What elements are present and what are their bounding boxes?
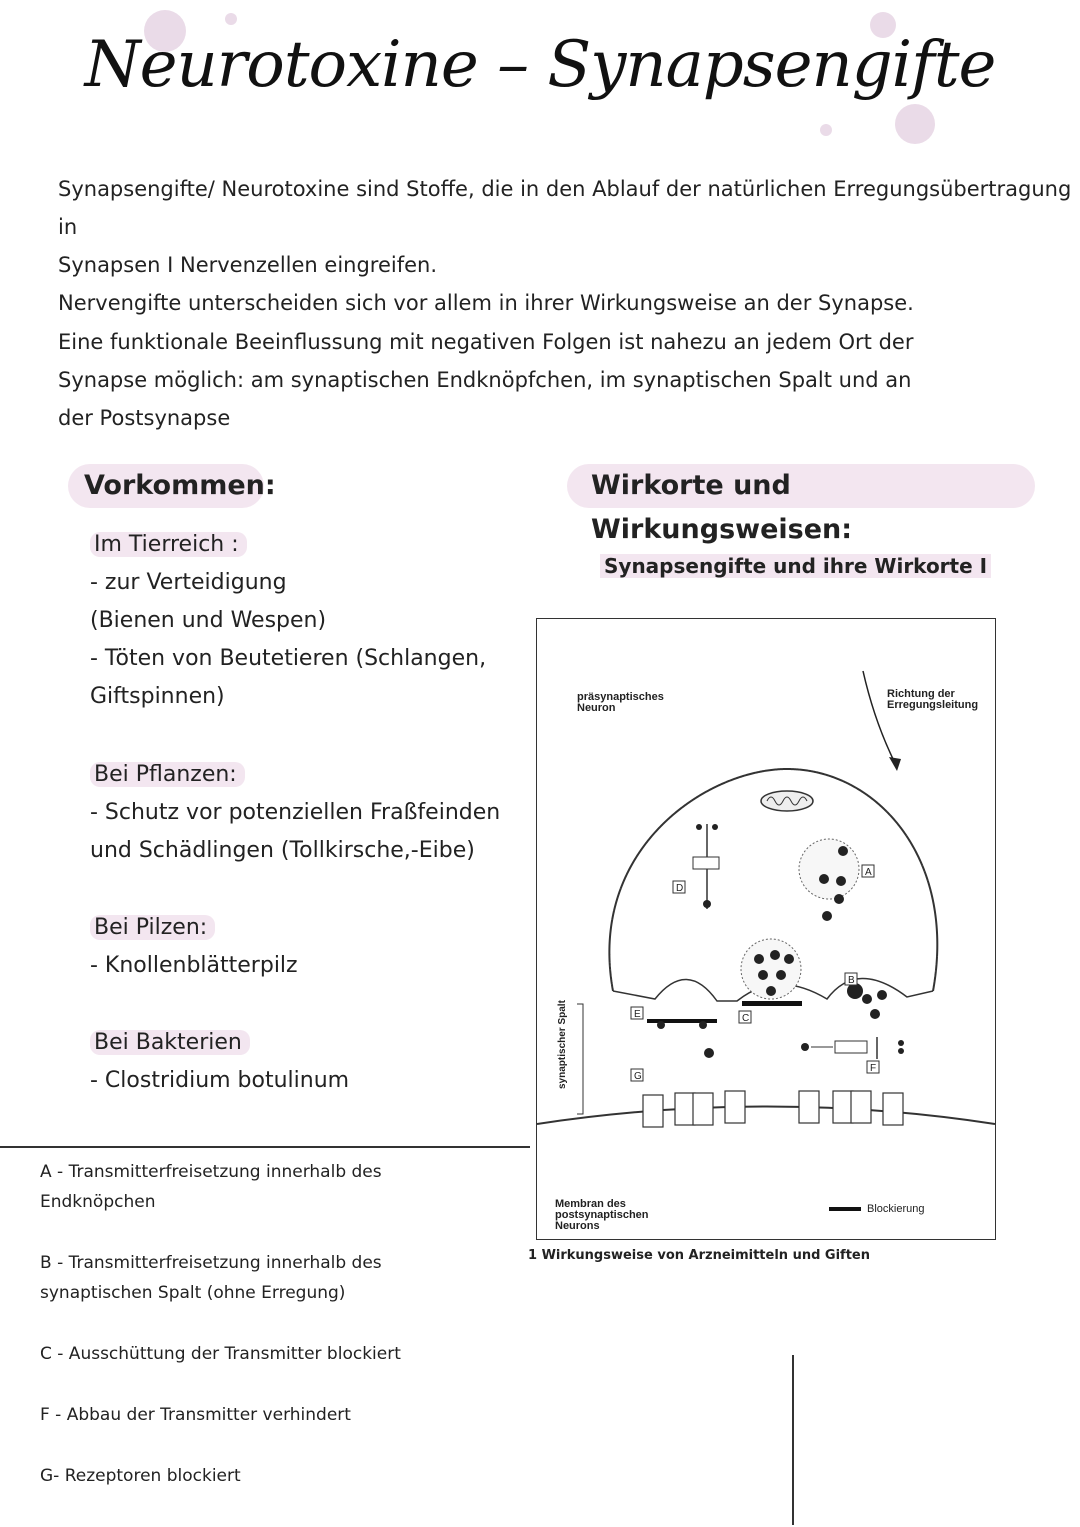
tierreich-line: (Bienen und Wespen) xyxy=(90,608,327,633)
pilze-line: - Knollenblätterpilz xyxy=(90,953,298,978)
receptor xyxy=(693,1093,713,1125)
transmitter xyxy=(754,954,764,964)
legend-text: G- Rezeptoren blockiert xyxy=(40,1466,241,1486)
synapse-figure xyxy=(536,618,996,1240)
figure-caption: 1 Wirkungsweise von Arzneimitteln und Giften xyxy=(528,1248,870,1263)
legend-item-b xyxy=(40,1248,382,1308)
legend-item-a xyxy=(40,1157,382,1217)
receptor xyxy=(799,1091,819,1123)
pflanzen-section xyxy=(90,756,500,870)
receptor xyxy=(725,1091,745,1123)
blockade-e xyxy=(647,1019,717,1023)
transmitter xyxy=(898,1040,904,1046)
vesicle-a xyxy=(799,839,859,899)
legend-text: C - Ausschüttung der Transmitter blockiert xyxy=(40,1344,401,1364)
label-g: G xyxy=(634,1071,642,1082)
transmitter xyxy=(657,1021,665,1029)
figure-title xyxy=(600,554,991,578)
label-f: F xyxy=(870,1063,877,1074)
label-b: B xyxy=(848,975,855,986)
influence-line: der Postsynapse xyxy=(58,406,231,430)
transmitter xyxy=(801,1043,809,1051)
transmitter xyxy=(822,911,832,921)
label-richtung: Richtung der xyxy=(887,688,955,700)
pflanzen-line: und Schädlingen (Tollkirsche,-Eibe) xyxy=(90,838,475,863)
transmitter xyxy=(699,1021,707,1029)
postsynaptic-membrane xyxy=(537,1107,995,1125)
tierreich-heading: Im Tierreich : xyxy=(90,532,247,557)
label-neurons: Neurons xyxy=(555,1220,600,1232)
bakterien-line: - Clostridium botulinum xyxy=(90,1068,350,1093)
label-spalt: synaptischer Spalt xyxy=(557,1000,568,1089)
receptor xyxy=(675,1093,695,1125)
transmitter xyxy=(834,894,844,904)
transmitter xyxy=(838,846,848,856)
mitochondrion xyxy=(761,791,813,811)
pilze-heading: Bei Pilzen: xyxy=(90,915,215,940)
transmitter xyxy=(703,900,711,908)
label-erregungsleitung: Erregungsleitung xyxy=(887,699,979,711)
transmitter xyxy=(712,824,718,830)
synapse-diagram xyxy=(537,619,995,1239)
intro-paragraph xyxy=(58,170,1080,322)
tierreich-line: - zur Verteidigung xyxy=(90,570,287,595)
receptors xyxy=(643,1091,903,1127)
transmitter xyxy=(776,970,786,980)
legend-text: F - Abbau der Transmitter verhindert xyxy=(40,1405,351,1425)
transmitter xyxy=(766,986,776,996)
bakterien-heading: Bei Bakterien xyxy=(90,1030,250,1055)
influence-line: Synapse möglich: am synaptischen Endknöpfchen, im synaptischen Spalt und an xyxy=(58,368,912,392)
direction-arrow xyxy=(863,671,897,767)
legend-text: synaptischen Spalt (ohne Erregung) xyxy=(40,1283,346,1303)
label-postsynaptisch: postsynaptischen xyxy=(555,1209,649,1221)
transmitter xyxy=(870,1009,880,1019)
receptor xyxy=(643,1095,663,1127)
cleft-bracket xyxy=(577,1004,583,1114)
blockierung-symbol xyxy=(829,1207,861,1211)
legend-item-g xyxy=(40,1461,241,1491)
transmitter xyxy=(836,876,846,886)
transmitter xyxy=(704,1048,714,1058)
label-neuron: Neuron xyxy=(577,702,616,714)
label-membran: Membran des xyxy=(555,1198,626,1210)
receptor xyxy=(833,1091,853,1123)
intro-line: Nervengifte unterscheiden sich vor allem in ihrer Wirkungsweise an der Synapse. xyxy=(58,291,914,315)
label-praesynaptisch: präsynaptisches xyxy=(577,691,664,703)
wirkorte-heading: Wirkorte und Wirkungsweisen: xyxy=(567,464,1035,508)
enzyme xyxy=(835,1041,867,1053)
page-title: Neurotoxine – Synapsengifte xyxy=(84,28,996,102)
transmitter xyxy=(696,824,702,830)
horizontal-divider xyxy=(0,1146,530,1148)
pflanzen-line: - Schutz vor potenziellen Fraßfeinden xyxy=(90,800,501,825)
transmitter xyxy=(877,990,887,1000)
blockade-c xyxy=(742,1001,802,1006)
pflanzen-heading: Bei Pflanzen: xyxy=(90,762,245,787)
influence-line: Eine funktionale Beeinflussung mit negativen Folgen ist nahezu an jedem Ort der xyxy=(58,330,914,354)
figure-title-text: Synapsengifte und ihre Wirkorte I xyxy=(600,554,991,578)
legend-text: B - Transmitterfreisetzung innerhalb des xyxy=(40,1253,382,1273)
influence-paragraph xyxy=(58,323,913,437)
label-blockierung: Blockierung xyxy=(867,1203,925,1215)
transmitter xyxy=(770,950,780,960)
vertical-divider xyxy=(792,1355,794,1525)
legend-item-f xyxy=(40,1400,351,1430)
decor-dot xyxy=(820,124,832,136)
receptor xyxy=(851,1091,871,1123)
pilze-section xyxy=(90,909,298,985)
transmitter xyxy=(784,954,794,964)
intro-line: Synapsen I Nervenzellen eingreifen. xyxy=(58,253,438,277)
tierreich-line: - Töten von Beutetieren (Schlangen, xyxy=(90,646,487,671)
transmitter xyxy=(819,874,829,884)
vorkommen-heading: Vorkommen: xyxy=(68,464,264,508)
decor-dot xyxy=(895,104,935,144)
tierreich-section xyxy=(90,526,486,716)
transmitter xyxy=(898,1048,904,1054)
transmitter xyxy=(862,994,872,1004)
transmitter xyxy=(758,970,768,980)
bakterien-section xyxy=(90,1024,349,1100)
arrow-head xyxy=(889,757,901,771)
decor-dot xyxy=(225,13,237,25)
intro-line: Synapsengifte/ Neurotoxine sind Stoffe, die in den Ablauf der natürlichen Erregungsübertragung in xyxy=(58,177,1072,239)
receptor xyxy=(883,1093,903,1125)
label-e: E xyxy=(634,1009,641,1020)
d-channel xyxy=(693,857,719,869)
tierreich-line: Giftspinnen) xyxy=(90,684,225,709)
label-a: A xyxy=(865,867,872,878)
legend-text: Endknöpchen xyxy=(40,1192,156,1212)
label-d: D xyxy=(676,883,684,894)
label-c: C xyxy=(742,1013,750,1024)
legend-text: A - Transmitterfreisetzung innerhalb des xyxy=(40,1162,382,1182)
legend-item-c xyxy=(40,1339,401,1369)
